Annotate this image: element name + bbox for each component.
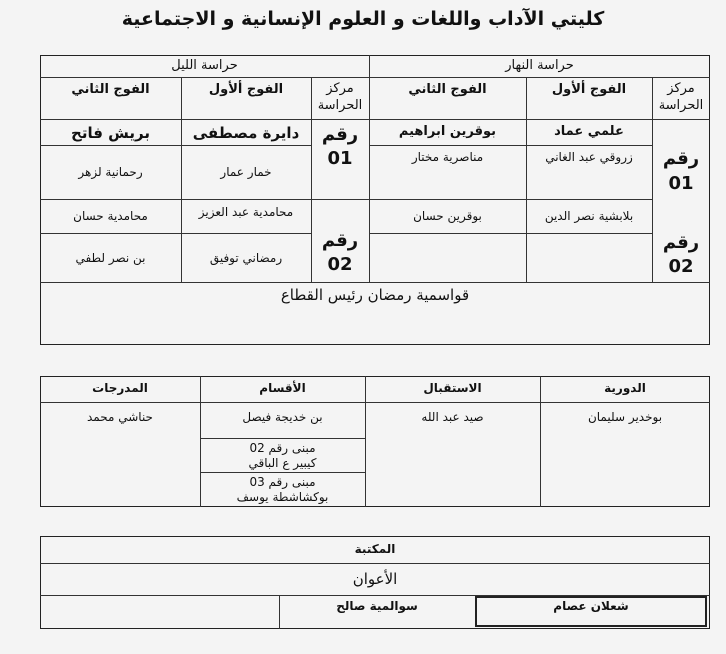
night-col-group1: الفوج ألأول bbox=[208, 82, 284, 97]
night-guard-label: حراسة الليل bbox=[171, 58, 238, 73]
day-guard-label: حراسة النهار bbox=[505, 58, 574, 73]
department-3-building: مبنى رقم 03 bbox=[249, 475, 316, 489]
night-post-01-word: رقم bbox=[321, 124, 359, 145]
night-group2-lead: بريش فاتح bbox=[71, 124, 150, 142]
patrol-name: بوخدير سليمان bbox=[587, 410, 663, 424]
library-agents-label: الأعوان bbox=[352, 570, 398, 588]
night-post-02-word: رقم bbox=[321, 230, 359, 251]
day-col-group1: الفوج ألأول bbox=[551, 82, 627, 97]
services-header-amphitheaters: المدرجات bbox=[92, 381, 148, 395]
night-post-02-number: 02 bbox=[327, 254, 353, 275]
department-2-building: مبنى رقم 02 bbox=[249, 441, 316, 455]
day-post-02-word: رقم bbox=[662, 232, 700, 253]
sector-head: قواسمية رمضان رئيس القطاع bbox=[280, 286, 470, 304]
night-group2-post2a: محامدية حسان bbox=[73, 209, 148, 223]
day-post-01-number: 01 bbox=[668, 173, 694, 194]
services-header-departments: الأقسام bbox=[259, 381, 306, 395]
day-group1-lead: علمي عماد bbox=[554, 124, 624, 139]
department-1-name: بن خديجة فيصل bbox=[242, 410, 323, 424]
department-3-name: بوكشاشطة يوسف bbox=[236, 490, 329, 504]
day-group2-post1: مناصرية مختار bbox=[411, 150, 484, 164]
night-post-01-number: 01 bbox=[327, 148, 353, 169]
day-group1-post2: بلابشية نصر الدين bbox=[544, 209, 634, 223]
night-group1-post2b: رمضاني توفيق bbox=[209, 251, 283, 265]
library-title: المكتبة bbox=[354, 542, 396, 556]
night-group1-post2a: محامدية عبد العزيز bbox=[198, 205, 294, 219]
library-agent-1: شعلان عصام bbox=[553, 599, 629, 613]
night-col-post: مركز الحراسة bbox=[317, 81, 363, 113]
day-post-01-word: رقم bbox=[662, 148, 700, 169]
day-group2-lead: بوقرين ابراهيم bbox=[398, 124, 497, 139]
library-agent-2: سوالمية صالح bbox=[336, 599, 418, 613]
night-group1-post1: خمار عمار bbox=[220, 165, 272, 179]
night-group2-post1: رحمانية لزهر bbox=[78, 165, 143, 179]
day-col-post: مركز الحراسة bbox=[658, 81, 704, 113]
amphitheaters-name: حناشي محمد bbox=[87, 410, 153, 424]
department-2-name: كيبير ع الباقي bbox=[248, 456, 317, 470]
day-post-02-number: 02 bbox=[668, 256, 694, 277]
night-group1-lead: دايرة مصطفى bbox=[192, 124, 300, 142]
reception-name: صيد عبد الله bbox=[421, 410, 484, 424]
night-group2-post2b: بن نصر لطفي bbox=[75, 251, 146, 265]
day-group2-post2: بوقرين حسان bbox=[413, 209, 482, 223]
night-col-group2: الفوج الثاني bbox=[71, 82, 150, 97]
services-table bbox=[40, 376, 710, 507]
page-title: كليتي الآداب واللغات و العلوم الإنسانية و الاجتماعية bbox=[121, 8, 605, 30]
services-header-reception: الاستقبال bbox=[423, 381, 482, 395]
day-col-group2: الفوج الثاني bbox=[408, 82, 487, 97]
day-group1-post1: زروقي عبد الغاني bbox=[545, 150, 633, 164]
services-header-patrol: الدورية bbox=[604, 381, 646, 395]
